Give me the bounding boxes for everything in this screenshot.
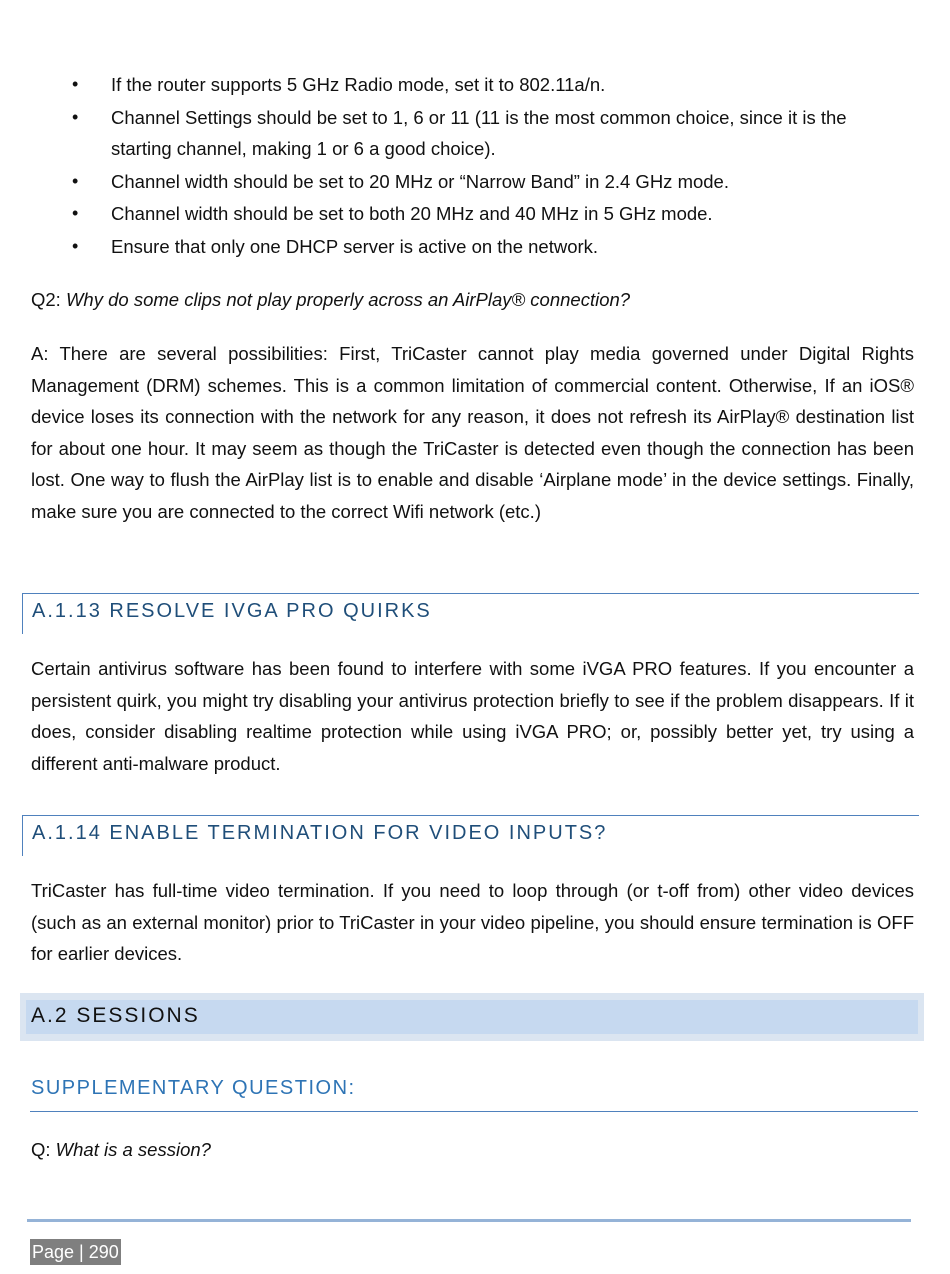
list-item (31, 198, 901, 230)
page-number: Page | 290 (30, 1239, 121, 1265)
question-prefix: Q: (31, 1139, 56, 1160)
bullet-icon: • (72, 170, 79, 191)
section-heading-text: A.1.13 RESOLVE IVGA PRO QUIRKS (32, 600, 432, 622)
question-prefix: Q2: (31, 289, 66, 310)
question-q2 (31, 284, 914, 316)
question-text: What is a session? (55, 1139, 211, 1160)
section-heading-text: A.2 SESSIONS (31, 1004, 200, 1027)
section-band-inner (26, 1000, 918, 1034)
list-item-text: Channel Settings should be set to 1, 6 or 11 (11 is the most common choice, since it is the starting channel, making 1 or 6 a good choice). (111, 106, 847, 159)
question-session (31, 1134, 914, 1166)
answer-a2: A: There are several possibilities: First, TriCaster cannot play media governed under Digital Rights Management (DRM) schemes. This is a common limitation of commercial content. Otherwise, If an iOS® device loses its connection with the network for any reason, it does not refresh its AirPlay® destination list for about one hour. It may seem as though the TriCaster is detected even though the connection has been lost. One way to flush the AirPlay list is to enable and disable ‘Airplane mode’ in the device settings. Finally, make sure you are connected to the correct Wifi network (etc.) (31, 343, 914, 522)
section-heading-text: A.1.14 ENABLE TERMINATION FOR VIDEO INPUTS? (32, 822, 608, 844)
list-item (31, 166, 901, 198)
list-item-text: Channel width should be set to both 20 MHz and 40 MHz in 5 GHz mode. (111, 203, 713, 224)
list-item (31, 231, 901, 263)
supplementary-heading-text: SUPPLEMENTARY QUESTION: (31, 1077, 356, 1099)
list-item-text: Ensure that only one DHCP server is active on the network. (111, 235, 599, 257)
list-item-text: Channel width should be set to 20 MHz or “Narrow Band” in 2.4 GHz mode. (111, 170, 729, 192)
section-heading-a113 (22, 593, 919, 634)
question-text: Why do some clips not play properly across an AirPlay® connection? (65, 289, 631, 310)
list-item (31, 102, 901, 165)
supplementary-heading (30, 1074, 918, 1112)
section-heading-a114 (22, 815, 919, 856)
section-body-a114: TriCaster has full-time video termination. If you need to loop through (or t-off from) other video devices (such as an external monitor) prior to TriCaster in your video pipeline, you should ensure termination is OFF for earlier devices. (31, 880, 914, 964)
section-band-a2 (20, 993, 924, 1041)
bullet-icon: • (72, 74, 79, 94)
list-item (31, 69, 901, 101)
footer-divider (27, 1219, 911, 1222)
bullet-list (31, 69, 901, 263)
bullet-icon: • (72, 106, 79, 127)
section-body-a113: Certain antivirus software has been found to interfere with some iVGA PRO features. If you encounter a persistent quirk, you might try disabling your antivirus protection briefly to see if the problem disappears. If it does, consider disabling realtime protection while using iVGA PRO; or, possibly better yet, try using a different anti-malware product. (31, 658, 914, 774)
bullet-icon: • (72, 235, 79, 256)
list-item-text: If the router supports 5 GHz Radio mode, set it to 802.11a/n. (111, 74, 606, 95)
bullet-icon: • (72, 203, 79, 223)
